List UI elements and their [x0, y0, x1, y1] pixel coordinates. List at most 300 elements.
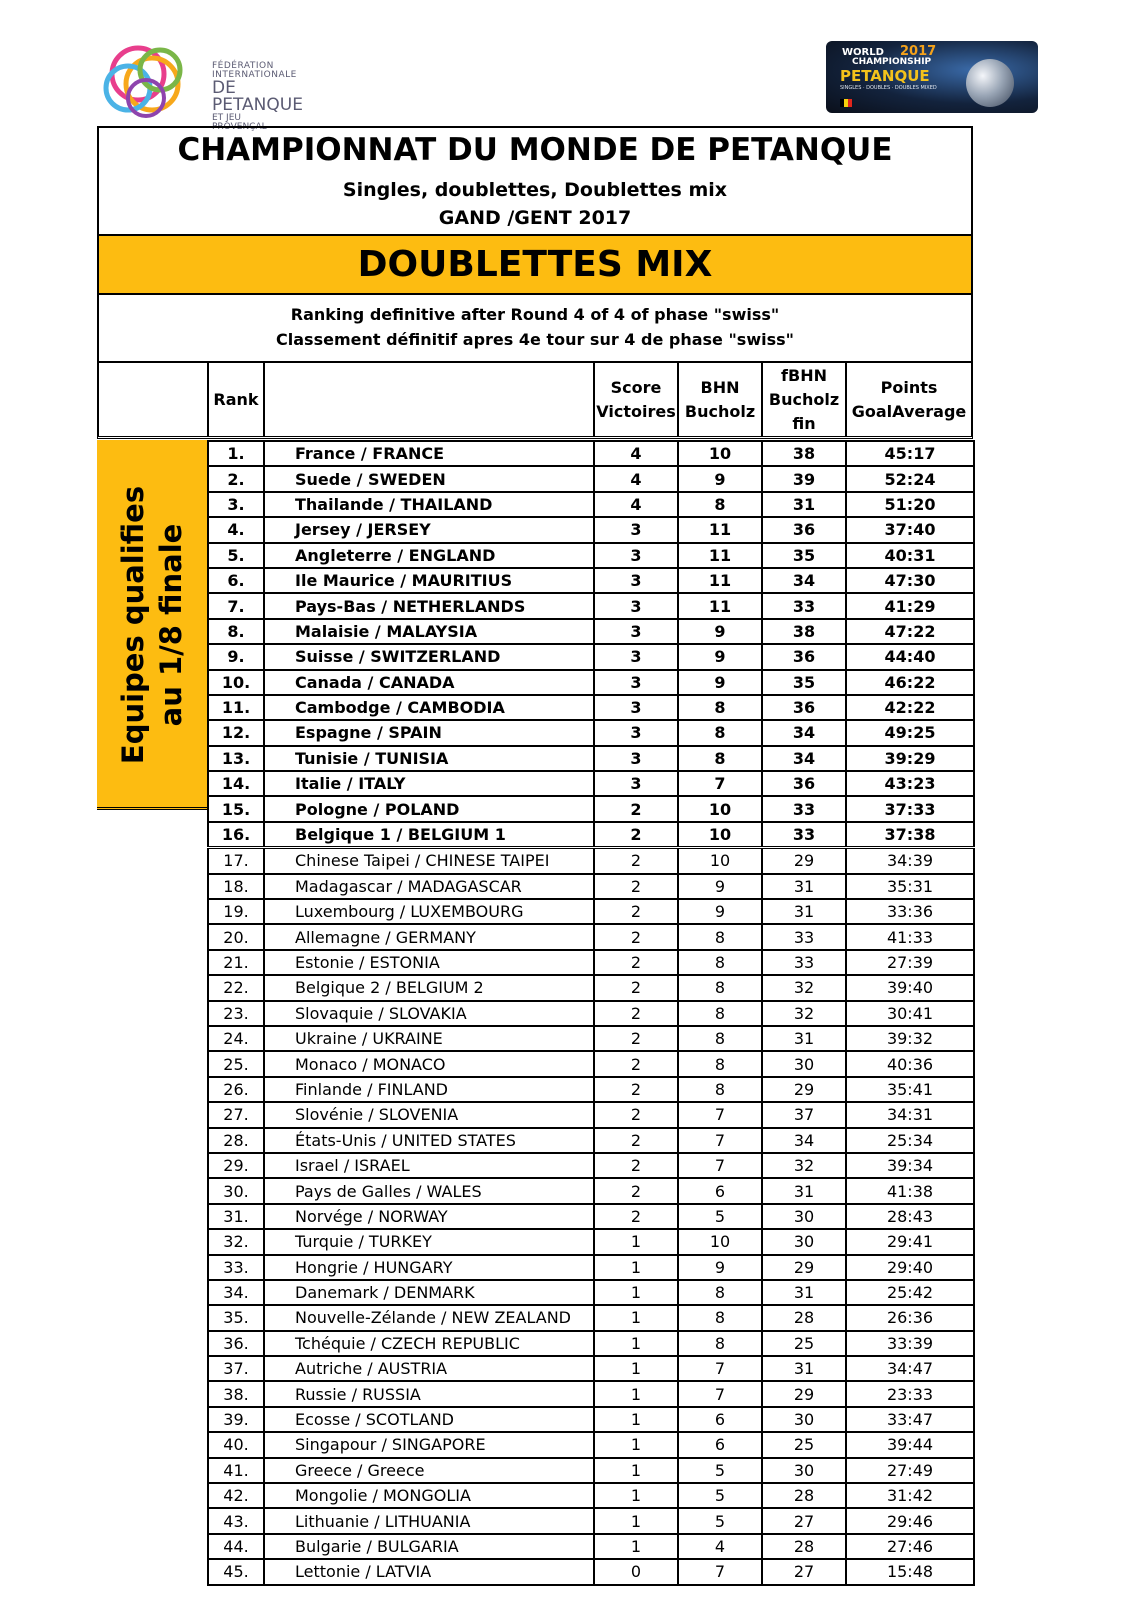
cell-bhn: 10 [678, 796, 762, 821]
col-team [263, 363, 593, 436]
cell-fbhn: 29 [762, 1381, 846, 1406]
cell-rank: 26. [208, 1077, 264, 1102]
table-row [208, 593, 974, 618]
cell-bhn: 7 [678, 1559, 762, 1584]
cell-rank: 30. [208, 1178, 264, 1203]
cell-team: Ile Maurice / MAURITIUS [264, 568, 594, 593]
cell-team: Slovaquie / SLOVAKIA [264, 1001, 594, 1026]
cell-fbhn: 30 [762, 1204, 846, 1229]
cell-team: Ecosse / SCOTLAND [264, 1407, 594, 1432]
cell-points: 15:48 [846, 1559, 974, 1584]
ranking-caption-en: Ranking definitive after Round 4 of 4 of phase "swiss" [290, 305, 780, 324]
cell-bhn: 7 [678, 771, 762, 796]
cell-fbhn: 38 [762, 441, 846, 466]
cell-points: 39:29 [846, 746, 974, 771]
cell-points: 29:46 [846, 1508, 974, 1533]
cell-team: Italie / ITALY [264, 771, 594, 796]
table-row [208, 822, 974, 848]
cell-score: 2 [594, 975, 678, 1000]
cell-score: 3 [594, 568, 678, 593]
cell-score: 3 [594, 593, 678, 618]
cell-score: 1 [594, 1305, 678, 1330]
fipjp-line: INTERNATIONALE [212, 70, 297, 80]
cell-points: 37:38 [846, 822, 974, 848]
cell-rank: 14. [208, 771, 264, 796]
cell-fbhn: 30 [762, 1229, 846, 1254]
cell-team: Tunisie / TUNISIA [264, 746, 594, 771]
fipjp-line: PROVENÇAL [212, 122, 267, 132]
cell-team: Belgique 2 / BELGIUM 2 [264, 975, 594, 1000]
cell-bhn: 7 [678, 1381, 762, 1406]
cell-team: Lettonie / LATVIA [264, 1559, 594, 1584]
col-fbhn [761, 363, 845, 436]
cell-fbhn: 32 [762, 1153, 846, 1178]
qualified-label [114, 425, 190, 825]
cell-bhn: 8 [678, 975, 762, 1000]
cell-team: Pays-Bas / NETHERLANDS [264, 593, 594, 618]
cell-bhn: 7 [678, 1102, 762, 1127]
col-points-line: GoalAverage [851, 401, 967, 421]
cell-score: 2 [594, 1026, 678, 1051]
cell-score: 2 [594, 874, 678, 899]
cell-rank: 40. [208, 1432, 264, 1457]
wc-petanque: PETANQUE [840, 67, 930, 85]
cell-score: 3 [594, 720, 678, 745]
cell-team: Israel / ISRAEL [264, 1153, 594, 1178]
cell-team: Belgique 1 / BELGIUM 1 [264, 822, 594, 848]
cell-points: 42:22 [846, 695, 974, 720]
col-points-line: Points [880, 377, 938, 397]
cell-bhn: 8 [678, 950, 762, 975]
cell-points: 26:36 [846, 1305, 974, 1330]
cell-score: 1 [594, 1356, 678, 1381]
cell-team: Allemagne / GERMANY [264, 924, 594, 949]
cell-score: 2 [594, 1204, 678, 1229]
cell-bhn: 8 [678, 1331, 762, 1356]
cell-rank: 3. [208, 492, 264, 517]
cell-rank: 15. [208, 796, 264, 821]
cell-team: Luxembourg / LUXEMBOURG [264, 899, 594, 924]
cell-fbhn: 38 [762, 619, 846, 644]
table-row [208, 1178, 974, 1203]
cell-rank: 45. [208, 1559, 264, 1584]
cell-bhn: 11 [678, 543, 762, 568]
cell-fbhn: 31 [762, 1178, 846, 1203]
cell-points: 35:31 [846, 874, 974, 899]
table-row [208, 568, 974, 593]
cell-points: 41:29 [846, 593, 974, 618]
col-bhn [677, 363, 761, 436]
cell-rank: 32. [208, 1229, 264, 1254]
cell-rank: 4. [208, 517, 264, 542]
cell-bhn: 10 [678, 441, 762, 466]
cell-points: 27:39 [846, 950, 974, 975]
cell-bhn: 11 [678, 517, 762, 542]
cell-team: Hongrie / HUNGARY [264, 1255, 594, 1280]
cell-points: 39:44 [846, 1432, 974, 1457]
cell-score: 4 [594, 466, 678, 491]
cell-team: Suede / SWEDEN [264, 466, 594, 491]
cell-fbhn: 28 [762, 1534, 846, 1559]
boule-icon [966, 59, 1014, 107]
table-row [208, 517, 974, 542]
cell-team: Norvége / NORWAY [264, 1204, 594, 1229]
col-bhn-line: Bucholz [684, 401, 756, 421]
cell-fbhn: 36 [762, 695, 846, 720]
cell-fbhn: 27 [762, 1508, 846, 1533]
cell-score: 1 [594, 1407, 678, 1432]
table-row [208, 1153, 974, 1178]
cell-rank: 34. [208, 1280, 264, 1305]
cell-team: États-Unis / UNITED STATES [264, 1128, 594, 1153]
table-row [208, 1534, 974, 1559]
cell-rank: 39. [208, 1407, 264, 1432]
cell-points: 35:41 [846, 1077, 974, 1102]
cell-bhn: 8 [678, 1051, 762, 1076]
cell-fbhn: 37 [762, 1102, 846, 1127]
cell-bhn: 8 [678, 1026, 762, 1051]
cell-bhn: 7 [678, 1128, 762, 1153]
cell-score: 3 [594, 517, 678, 542]
qualified-label-line: au 1/8 finale [154, 523, 188, 727]
cell-rank: 37. [208, 1356, 264, 1381]
category-title: DOUBLETTES MIX [357, 244, 713, 285]
table-row [208, 1508, 974, 1533]
cell-score: 3 [594, 670, 678, 695]
cell-bhn: 7 [678, 1153, 762, 1178]
cell-score: 1 [594, 1508, 678, 1533]
cell-score: 1 [594, 1280, 678, 1305]
cell-score: 1 [594, 1432, 678, 1457]
cell-bhn: 8 [678, 746, 762, 771]
cell-team: Estonie / ESTONIA [264, 950, 594, 975]
document-header [97, 126, 973, 236]
fipjp-wordmark [212, 62, 312, 132]
table-row [208, 796, 974, 821]
ranking-caption [97, 293, 973, 363]
cell-points: 41:38 [846, 1178, 974, 1203]
cell-team: Ukraine / UKRAINE [264, 1026, 594, 1051]
cell-score: 2 [594, 1128, 678, 1153]
cell-rank: 20. [208, 924, 264, 949]
cell-rank: 35. [208, 1305, 264, 1330]
table-row [208, 1331, 974, 1356]
cell-rank: 11. [208, 695, 264, 720]
cell-score: 2 [594, 1051, 678, 1076]
cell-score: 3 [594, 644, 678, 669]
cell-score: 3 [594, 543, 678, 568]
table-row [208, 1102, 974, 1127]
cell-score: 3 [594, 695, 678, 720]
cell-points: 34:39 [846, 848, 974, 874]
cell-fbhn: 31 [762, 492, 846, 517]
cell-rank: 17. [208, 848, 264, 874]
cell-rank: 31. [208, 1204, 264, 1229]
cell-points: 46:22 [846, 670, 974, 695]
cell-team: Nouvelle-Zélande / NEW ZEALAND [264, 1305, 594, 1330]
cell-fbhn: 32 [762, 1001, 846, 1026]
cell-rank: 7. [208, 593, 264, 618]
table-row [208, 619, 974, 644]
col-score [593, 363, 677, 436]
cell-team: Slovénie / SLOVENIA [264, 1102, 594, 1127]
cell-rank: 24. [208, 1026, 264, 1051]
cell-team: Danemark / DENMARK [264, 1280, 594, 1305]
cell-team: Autriche / AUSTRIA [264, 1356, 594, 1381]
cell-rank: 19. [208, 899, 264, 924]
cell-team: Tchéquie / CZECH REPUBLIC [264, 1331, 594, 1356]
col-score-line: Score [610, 377, 662, 397]
table-row [208, 1204, 974, 1229]
cell-fbhn: 34 [762, 568, 846, 593]
ranking-table-body [208, 441, 974, 1585]
cell-rank: 21. [208, 950, 264, 975]
table-row [208, 1483, 974, 1508]
col-bhn-line: BHN [700, 377, 740, 397]
cell-bhn: 9 [678, 670, 762, 695]
cell-fbhn: 27 [762, 1559, 846, 1584]
cell-fbhn: 30 [762, 1458, 846, 1483]
cell-bhn: 8 [678, 492, 762, 517]
ranking-caption-fr: Classement définitif apres 4e tour sur 4 de phase "swiss" [276, 330, 794, 349]
table-row [208, 1458, 974, 1483]
cell-points: 27:49 [846, 1458, 974, 1483]
cell-points: 40:36 [846, 1051, 974, 1076]
cell-fbhn: 34 [762, 746, 846, 771]
cell-points: 37:33 [846, 796, 974, 821]
cell-score: 1 [594, 1458, 678, 1483]
cell-fbhn: 36 [762, 517, 846, 542]
cell-fbhn: 31 [762, 1356, 846, 1381]
table-row [208, 1305, 974, 1330]
cell-score: 1 [594, 1483, 678, 1508]
col-rank [207, 363, 263, 436]
cell-rank: 38. [208, 1381, 264, 1406]
cell-score: 3 [594, 746, 678, 771]
cell-score: 1 [594, 1229, 678, 1254]
cell-fbhn: 30 [762, 1407, 846, 1432]
cell-bhn: 5 [678, 1483, 762, 1508]
cell-points: 30:41 [846, 1001, 974, 1026]
cell-rank: 43. [208, 1508, 264, 1533]
cell-bhn: 5 [678, 1508, 762, 1533]
cell-bhn: 8 [678, 695, 762, 720]
cell-bhn: 9 [678, 619, 762, 644]
cell-fbhn: 33 [762, 924, 846, 949]
wc-world: WORLD [842, 47, 884, 58]
col-fbhn-line: fBHN [781, 365, 827, 385]
cell-rank: 6. [208, 568, 264, 593]
cell-bhn: 8 [678, 1280, 762, 1305]
cell-team: Chinese Taipei / CHINESE TAIPEI [264, 848, 594, 874]
cell-points: 33:47 [846, 1407, 974, 1432]
col-rank-label: Rank [213, 389, 259, 409]
cell-rank: 2. [208, 466, 264, 491]
page-subtitle: Singles, doublettes, Doublettes mix [342, 179, 728, 201]
cell-bhn: 9 [678, 466, 762, 491]
cell-team: Canada / CANADA [264, 670, 594, 695]
cell-points: 45:17 [846, 441, 974, 466]
cell-rank: 13. [208, 746, 264, 771]
table-row [208, 1381, 974, 1406]
table-row [208, 441, 974, 466]
col-score-line: Victoires [596, 401, 676, 421]
table-row [208, 874, 974, 899]
cell-fbhn: 33 [762, 950, 846, 975]
cell-score: 2 [594, 796, 678, 821]
cell-points: 47:30 [846, 568, 974, 593]
cell-rank: 25. [208, 1051, 264, 1076]
cell-bhn: 5 [678, 1204, 762, 1229]
cell-rank: 33. [208, 1255, 264, 1280]
qualified-label-line: Equipes qualifies [116, 485, 150, 765]
cell-points: 41:33 [846, 924, 974, 949]
wc-championship: CHAMPIONSHIP [852, 57, 932, 67]
cell-score: 1 [594, 1255, 678, 1280]
cell-score: 1 [594, 1331, 678, 1356]
cell-points: 28:43 [846, 1204, 974, 1229]
cell-bhn: 5 [678, 1458, 762, 1483]
cell-team: Thailande / THAILAND [264, 492, 594, 517]
table-row [208, 1559, 974, 1584]
cell-points: 44:40 [846, 644, 974, 669]
cell-bhn: 7 [678, 1356, 762, 1381]
cell-rank: 28. [208, 1128, 264, 1153]
cell-points: 33:39 [846, 1331, 974, 1356]
cell-bhn: 9 [678, 899, 762, 924]
cell-score: 2 [594, 950, 678, 975]
cell-rank: 16. [208, 822, 264, 848]
col-fbhn-line: Bucholz [768, 389, 840, 409]
cell-score: 2 [594, 822, 678, 848]
cell-points: 47:22 [846, 619, 974, 644]
world-championship-logo [826, 41, 1038, 113]
cell-fbhn: 28 [762, 1483, 846, 1508]
cell-team: Bulgarie / BULGARIA [264, 1534, 594, 1559]
cell-points: 25:42 [846, 1280, 974, 1305]
cell-team: France / FRANCE [264, 441, 594, 466]
cell-points: 23:33 [846, 1381, 974, 1406]
cell-team: Angleterre / ENGLAND [264, 543, 594, 568]
cell-fbhn: 34 [762, 1128, 846, 1153]
table-row [208, 1051, 974, 1076]
cell-fbhn: 29 [762, 1077, 846, 1102]
table-row [208, 975, 974, 1000]
table-row [208, 899, 974, 924]
table-row [208, 771, 974, 796]
cell-bhn: 4 [678, 1534, 762, 1559]
cell-fbhn: 31 [762, 874, 846, 899]
cell-fbhn: 31 [762, 1026, 846, 1051]
cell-team: Turquie / TURKEY [264, 1229, 594, 1254]
table-row [208, 1128, 974, 1153]
table-row [208, 848, 974, 874]
cell-bhn: 10 [678, 1229, 762, 1254]
cell-bhn: 8 [678, 924, 762, 949]
table-row [208, 720, 974, 745]
wc-year: 2017 [900, 44, 937, 59]
cell-bhn: 8 [678, 1077, 762, 1102]
cell-rank: 42. [208, 1483, 264, 1508]
cell-score: 4 [594, 492, 678, 517]
cell-score: 0 [594, 1559, 678, 1584]
cell-fbhn: 33 [762, 593, 846, 618]
cell-bhn: 9 [678, 874, 762, 899]
cell-points: 43:23 [846, 771, 974, 796]
cell-score: 1 [594, 1534, 678, 1559]
table-row [208, 924, 974, 949]
ranking-table [207, 440, 975, 1586]
fipjp-logo [100, 40, 310, 132]
cell-team: Pays de Galles / WALES [264, 1178, 594, 1203]
cell-points: 33:36 [846, 899, 974, 924]
cell-score: 4 [594, 441, 678, 466]
cell-score: 1 [594, 1381, 678, 1406]
table-row [208, 746, 974, 771]
petanque-rings-icon [100, 40, 210, 122]
cell-score: 2 [594, 899, 678, 924]
cell-rank: 27. [208, 1102, 264, 1127]
wc-subline: SINGLES · DOUBLES · DOUBLES MIXED [840, 85, 937, 91]
cell-fbhn: 39 [762, 466, 846, 491]
cell-fbhn: 36 [762, 644, 846, 669]
cell-team: Finlande / FINLAND [264, 1077, 594, 1102]
table-row [208, 670, 974, 695]
col-points [845, 363, 971, 436]
cell-rank: 5. [208, 543, 264, 568]
cell-bhn: 11 [678, 568, 762, 593]
cell-bhn: 9 [678, 644, 762, 669]
cell-score: 2 [594, 924, 678, 949]
cell-rank: 1. [208, 441, 264, 466]
cell-bhn: 8 [678, 1001, 762, 1026]
cell-team: Monaco / MONACO [264, 1051, 594, 1076]
event-location: GAND /GENT 2017 [438, 207, 632, 229]
table-row [208, 1255, 974, 1280]
cell-team: Suisse / SWITZERLAND [264, 644, 594, 669]
cell-fbhn: 25 [762, 1331, 846, 1356]
table-row [208, 950, 974, 975]
category-band [97, 236, 973, 293]
cell-rank: 8. [208, 619, 264, 644]
cell-team: Lithuanie / LITHUANIA [264, 1508, 594, 1533]
cell-score: 2 [594, 848, 678, 874]
cell-team: Singapour / SINGAPORE [264, 1432, 594, 1457]
cell-fbhn: 33 [762, 796, 846, 821]
cell-rank: 22. [208, 975, 264, 1000]
cell-points: 37:40 [846, 517, 974, 542]
cell-team: Mongolie / MONGOLIA [264, 1483, 594, 1508]
table-header [97, 363, 973, 439]
table-row [208, 543, 974, 568]
cell-bhn: 11 [678, 593, 762, 618]
cell-fbhn: 25 [762, 1432, 846, 1457]
cell-score: 3 [594, 771, 678, 796]
cell-fbhn: 32 [762, 975, 846, 1000]
cell-bhn: 10 [678, 848, 762, 874]
cell-points: 39:40 [846, 975, 974, 1000]
cell-points: 34:31 [846, 1102, 974, 1127]
cell-fbhn: 35 [762, 670, 846, 695]
belgium-flag-icon [840, 99, 852, 107]
cell-score: 2 [594, 1178, 678, 1203]
table-row [208, 1077, 974, 1102]
cell-team: Espagne / SPAIN [264, 720, 594, 745]
fipjp-line: DE PETANQUE [212, 78, 303, 115]
cell-points: 40:31 [846, 543, 974, 568]
cell-team: Madagascar / MADAGASCAR [264, 874, 594, 899]
fipjp-line: FÉDÉRATION [212, 61, 274, 71]
